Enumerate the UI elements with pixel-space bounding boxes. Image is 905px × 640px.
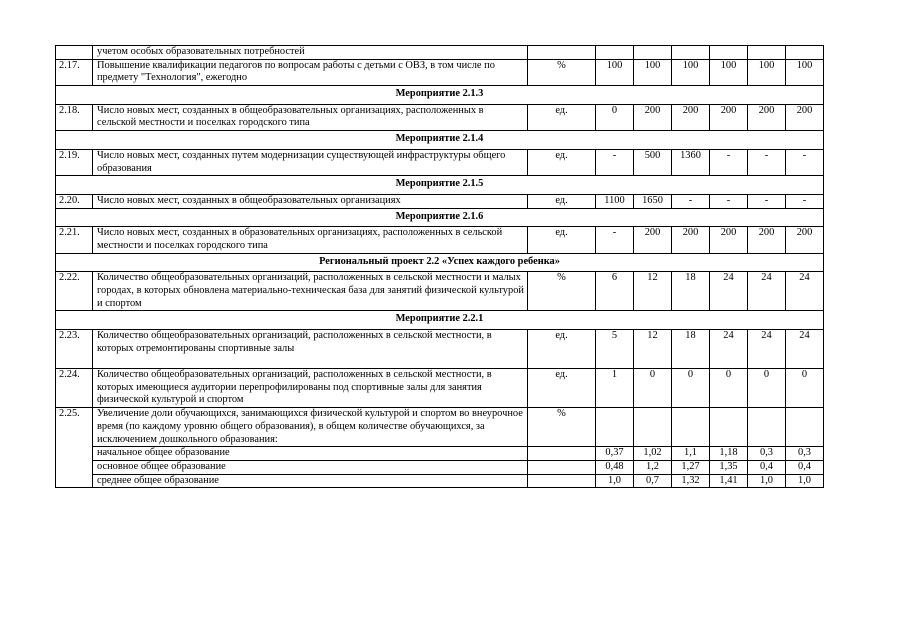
indicator-name: Число новых мест, созданных в общеобразовательных организациях, расположенных в сельской местности и поселках городского типа	[93, 104, 528, 130]
indicators-table	[55, 45, 824, 488]
unit-cell: ед.	[528, 330, 596, 369]
value-cell: -	[596, 227, 634, 253]
value-cell: 18	[672, 272, 710, 311]
unit-cell: ед.	[528, 194, 596, 208]
value-cell	[672, 408, 710, 447]
table-row	[56, 104, 824, 130]
unit-cell	[528, 46, 596, 60]
value-cell	[596, 408, 634, 447]
value-cell: 1360	[672, 149, 710, 175]
section-title: Мероприятие 2.1.6	[56, 208, 824, 227]
value-cell: 0,7	[634, 474, 672, 488]
value-cell: 1,0	[596, 474, 634, 488]
value-cell: 100	[596, 59, 634, 85]
value-cell: 1,41	[710, 474, 748, 488]
value-cell	[672, 46, 710, 60]
value-cell: 24	[710, 330, 748, 369]
value-cell: 100	[786, 59, 824, 85]
value-cell: -	[786, 194, 824, 208]
section-title: Мероприятие 2.2.1	[56, 311, 824, 330]
table-row	[56, 149, 824, 175]
indicator-name: основное общее образование	[93, 460, 528, 474]
value-cell: 200	[672, 227, 710, 253]
value-cell	[634, 408, 672, 447]
value-cell	[748, 46, 786, 60]
value-cell: 0	[710, 369, 748, 408]
value-cell: 200	[634, 227, 672, 253]
value-cell: 200	[748, 227, 786, 253]
row-number: 2.21.	[56, 227, 93, 253]
section-title: Мероприятие 2.1.3	[56, 86, 824, 105]
row-number: 2.22.	[56, 272, 93, 311]
value-cell: 100	[634, 59, 672, 85]
value-cell: 0,3	[786, 447, 824, 461]
value-cell: 0	[748, 369, 786, 408]
value-cell: 1650	[634, 194, 672, 208]
indicator-name: Количество общеобразовательных организаций, расположенных в сельской местности, в которых имеющиеся аудитории перепрофилированы под спортивные залы для занятия физической культурой и спортом	[93, 369, 528, 408]
value-cell: 1,27	[672, 460, 710, 474]
value-cell	[748, 408, 786, 447]
value-cell: 0,4	[786, 460, 824, 474]
value-cell: 1,1	[672, 447, 710, 461]
section-title: Мероприятие 2.1.4	[56, 131, 824, 150]
unit-cell	[528, 447, 596, 461]
value-cell: -	[786, 149, 824, 175]
section-title: Мероприятие 2.1.5	[56, 176, 824, 195]
value-cell: 0	[634, 369, 672, 408]
unit-cell: %	[528, 272, 596, 311]
value-cell: 200	[710, 227, 748, 253]
value-cell: 200	[634, 104, 672, 130]
value-cell: 1,2	[634, 460, 672, 474]
unit-cell: ед.	[528, 149, 596, 175]
indicator-name: среднее общее образование	[93, 474, 528, 488]
value-cell: 0	[596, 104, 634, 130]
value-cell: 5	[596, 330, 634, 369]
value-cell: 12	[634, 330, 672, 369]
table-row	[56, 59, 824, 85]
row-number: 2.19.	[56, 149, 93, 175]
table-row	[56, 46, 824, 60]
section-header-row	[56, 311, 824, 330]
row-number: 2.18.	[56, 104, 93, 130]
table-row	[56, 330, 824, 369]
value-cell: 1,32	[672, 474, 710, 488]
value-cell: 1100	[596, 194, 634, 208]
value-cell: 12	[634, 272, 672, 311]
table-subrow	[56, 447, 824, 461]
value-cell: 200	[786, 104, 824, 130]
unit-cell	[528, 474, 596, 488]
value-cell: -	[710, 194, 748, 208]
value-cell: 0,3	[748, 447, 786, 461]
section-header-row	[56, 176, 824, 195]
section-header-row	[56, 86, 824, 105]
indicator-name: Число новых мест, созданных в общеобразовательных организациях	[93, 194, 528, 208]
value-cell: 1,02	[634, 447, 672, 461]
value-cell: -	[672, 194, 710, 208]
value-cell: 24	[748, 330, 786, 369]
value-cell: 1,18	[710, 447, 748, 461]
value-cell: -	[748, 149, 786, 175]
value-cell: 1,0	[748, 474, 786, 488]
section-header-row	[56, 253, 824, 272]
value-cell: 0	[786, 369, 824, 408]
section-header-row	[56, 208, 824, 227]
indicator-name: Число новых мест, созданных в образовательных организациях, расположенных в сельской местности и поселках городского типа	[93, 227, 528, 253]
value-cell	[634, 46, 672, 60]
table-subrow	[56, 474, 824, 488]
value-cell	[786, 46, 824, 60]
value-cell: 200	[748, 104, 786, 130]
value-cell: 0,4	[748, 460, 786, 474]
value-cell: -	[710, 149, 748, 175]
row-number: 2.20.	[56, 194, 93, 208]
indicator-name: Количество общеобразовательных организаций, расположенных в сельской местности, в которых отремонтированы спортивные залы	[93, 330, 528, 369]
value-cell: 100	[710, 59, 748, 85]
indicator-name: Повышение квалификации педагогов по вопросам работы с детьми с ОВЗ, в том числе по предмету "Технология", ежегодно	[93, 59, 528, 85]
indicator-name: учетом особых образовательных потребностей	[93, 46, 528, 60]
indicator-name: Увеличение доли обучающихся, занимающихся физической культурой и спортом во внеурочное время (по каждому уровню общего образования), в общем количестве обучающихся, за исключением дошкольного образования:	[93, 408, 528, 447]
indicator-name: начальное общее образование	[93, 447, 528, 461]
value-cell: 24	[748, 272, 786, 311]
value-cell	[596, 46, 634, 60]
unit-cell	[528, 460, 596, 474]
table-row	[56, 227, 824, 253]
row-number	[56, 46, 93, 60]
unit-cell: %	[528, 408, 596, 447]
table-row	[56, 369, 824, 408]
value-cell: 100	[748, 59, 786, 85]
value-cell: 24	[786, 272, 824, 311]
value-cell: 100	[672, 59, 710, 85]
value-cell: 18	[672, 330, 710, 369]
value-cell: 6	[596, 272, 634, 311]
value-cell	[710, 408, 748, 447]
value-cell: 1,35	[710, 460, 748, 474]
table-row	[56, 194, 824, 208]
value-cell: 200	[710, 104, 748, 130]
value-cell: 1,0	[786, 474, 824, 488]
table-row	[56, 272, 824, 311]
indicator-name: Число новых мест, созданных путем модернизации существующей инфраструктуры общего образования	[93, 149, 528, 175]
indicator-name: Количество общеобразовательных организаций, расположенных в сельской местности и малых городах, в которых обновлена материально-техническая база для занятий физической культурой и спортом	[93, 272, 528, 311]
section-title: Региональный проект 2.2 «Успех каждого ребенка»	[56, 253, 824, 272]
value-cell: 24	[710, 272, 748, 311]
table-body	[56, 46, 824, 488]
value-cell: -	[748, 194, 786, 208]
table-subrow	[56, 460, 824, 474]
value-cell: 0,37	[596, 447, 634, 461]
value-cell	[710, 46, 748, 60]
unit-cell: %	[528, 59, 596, 85]
value-cell: 200	[672, 104, 710, 130]
section-header-row	[56, 131, 824, 150]
row-number: 2.24.	[56, 369, 93, 408]
value-cell	[786, 408, 824, 447]
value-cell: 1	[596, 369, 634, 408]
table-row	[56, 408, 824, 447]
value-cell: 0,48	[596, 460, 634, 474]
value-cell: 500	[634, 149, 672, 175]
row-number: 2.17.	[56, 59, 93, 85]
unit-cell: ед.	[528, 104, 596, 130]
value-cell: -	[596, 149, 634, 175]
row-number: 2.23.	[56, 330, 93, 369]
row-number: 2.25.	[56, 408, 93, 488]
value-cell: 200	[786, 227, 824, 253]
value-cell: 24	[786, 330, 824, 369]
unit-cell: ед.	[528, 369, 596, 408]
value-cell: 0	[672, 369, 710, 408]
unit-cell: ед.	[528, 227, 596, 253]
